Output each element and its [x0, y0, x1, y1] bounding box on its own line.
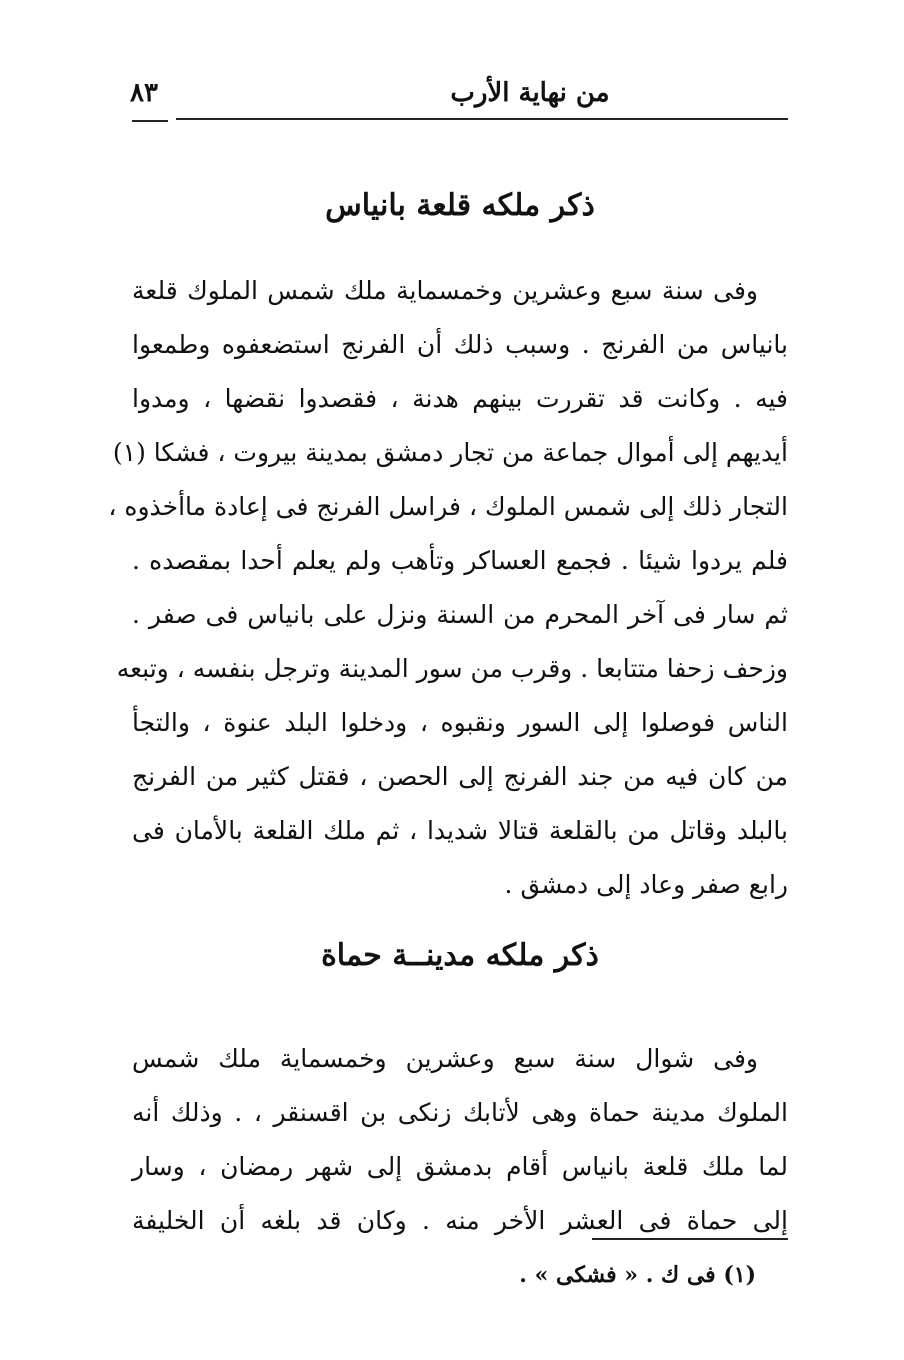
text-line: من كان فيه من جند الفرنج إلى الحصن ، فقتل كثير من الفرنج: [132, 762, 788, 791]
text-line: بالبلد وقاتل من بالقلعة قتالا شديدا ، ثم ملك القلعة بالأمان فى: [132, 816, 788, 845]
text-line: وفى شوال سنة سبع وعشرين وخمسماية ملك شمس: [132, 1044, 758, 1073]
text-line: أيديهم إلى أموال جماعة من تجار دمشق بمدينة بيروت ، فشكا (١): [112, 438, 788, 467]
running-header: [130, 78, 790, 118]
text-line: وزحف زحفا متتابعا . وقرب من سور المدينة وترجل بنفسه ، وتبعه: [116, 654, 788, 683]
text-line: رابع صفر وعاد إلى دمشق .: [504, 870, 788, 899]
text-line: فلم يردوا شيئا . فجمع العساكر وتأهب ولم يعلم أحدا بمقصده .: [132, 546, 788, 575]
text-line: الملوك مدينة حماة وهى لأتابك زنكى بن اقسنقر ، . وذلك أنه: [132, 1098, 788, 1127]
text-line: إلى حماة فى العشر الأخر منه . وكان قد بلغه أن الخليفة: [132, 1206, 788, 1235]
text-line: الناس فوصلوا إلى السور ونقبوه ، ودخلوا البلد عنوة ، والتجأ: [132, 708, 788, 737]
paragraph-banias: [108, 264, 788, 912]
running-title: من نهاية الأرب: [450, 78, 610, 108]
section-heading-banias: ذكر ملكه قلعة بانياس: [325, 188, 595, 223]
text-line: وفى سنة سبع وعشرين وخمسماية ملك شمس الملوك قلعة: [132, 276, 758, 305]
text-line: فيه . وكانت قد تقررت بينهم هدنة ، فقصدوا نقضها ، ومدوا: [132, 384, 788, 413]
header-rule-long: [176, 118, 788, 120]
page-number: ٨٣: [130, 78, 158, 108]
text-line: التجار ذلك إلى شمس الملوك ، فراسل الفرنج فى إعادة ماأخذوه ،: [108, 492, 788, 521]
footnote: (١) فى ك . « فشكى » .: [519, 1262, 756, 1288]
text-line: ثم سار فى آخر المحرم من السنة ونزل على بانياس فى صفر .: [132, 600, 788, 629]
text-line: لما ملك قلعة بانياس أقام بدمشق إلى شهر رمضان ، وسار: [132, 1152, 788, 1181]
text-line: بانياس من الفرنج . وسبب ذلك أن الفرنج استضعفوه وطمعوا: [132, 330, 788, 359]
paragraph-hama: [132, 1032, 788, 1248]
header-rule-short: [132, 120, 168, 122]
section-heading-hama: ذكر ملكه مدينــة حماة: [321, 938, 599, 973]
footnote-rule: [592, 1238, 788, 1240]
